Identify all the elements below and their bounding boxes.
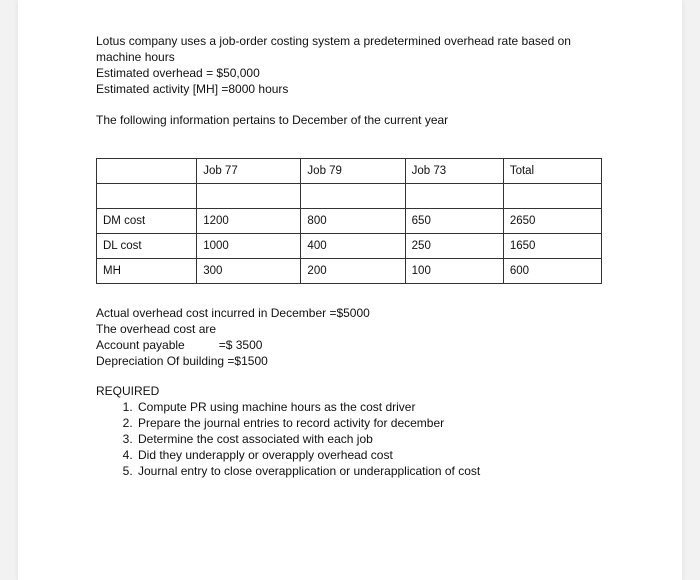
estimated-activity: Estimated activity [MH] =8000 hours [96,82,289,96]
header-cell: Job 79 [301,159,405,184]
empty-cell [197,184,301,209]
row-label: DL cost [97,234,197,259]
table-header-row [97,159,602,184]
list-item: 2. Prepare the journal entries to record activity for december [136,415,480,431]
required-section [96,383,480,479]
list-item: 5. Journal entry to close overapplication or underapplication of cost [136,463,480,479]
table-cell: 650 [405,209,503,234]
table-cell: 800 [301,209,405,234]
list-item: 4. Did they underapply or overapply overhead cost [136,447,480,463]
table-cell: 600 [503,259,601,284]
account-payable-line [96,337,370,353]
empty-cell [97,184,197,209]
required-list [96,399,480,479]
table-cell: 1200 [197,209,301,234]
table-row [97,209,602,234]
table-cell: 400 [301,234,405,259]
table-intro: The following information pertains to December of the current year [96,113,449,127]
row-label: DM cost [97,209,197,234]
cost-table [96,158,602,284]
table-cell: 1000 [197,234,301,259]
intro-description: Lotus company uses a job-order costing system a predetermined overhead rate based on machine hours [96,34,571,64]
header-cell: Job 73 [405,159,503,184]
table-cell: 1650 [503,234,601,259]
table-cell: 300 [197,259,301,284]
required-title: REQUIRED [96,384,160,398]
table-empty-row [97,184,602,209]
table-cell: 100 [405,259,503,284]
table-row [97,259,602,284]
overhead-section [96,305,370,369]
empty-cell [503,184,601,209]
table-cell: 250 [405,234,503,259]
header-cell [97,159,197,184]
overhead-intro: The overhead cost are [96,322,217,336]
empty-cell [405,184,503,209]
depreciation-line: Depreciation Of building =$1500 [96,354,268,368]
actual-overhead: Actual overhead cost incurred in December =$5000 [96,306,370,320]
table-row [97,234,602,259]
estimated-overhead: Estimated overhead = $50,000 [96,66,260,80]
list-item: 1. Compute PR using machine hours as the cost driver [136,399,480,415]
empty-cell [301,184,405,209]
header-cell: Total [503,159,601,184]
payable-label: Account payable [96,338,185,352]
intro-section [96,33,586,97]
payable-value: =$ 3500 [218,338,263,352]
table-cell: 2650 [503,209,601,234]
row-label: MH [97,259,197,284]
list-item: 3. Determine the cost associated with each job [136,431,480,447]
table-cell: 200 [301,259,405,284]
header-cell: Job 77 [197,159,301,184]
document-page [18,0,682,580]
